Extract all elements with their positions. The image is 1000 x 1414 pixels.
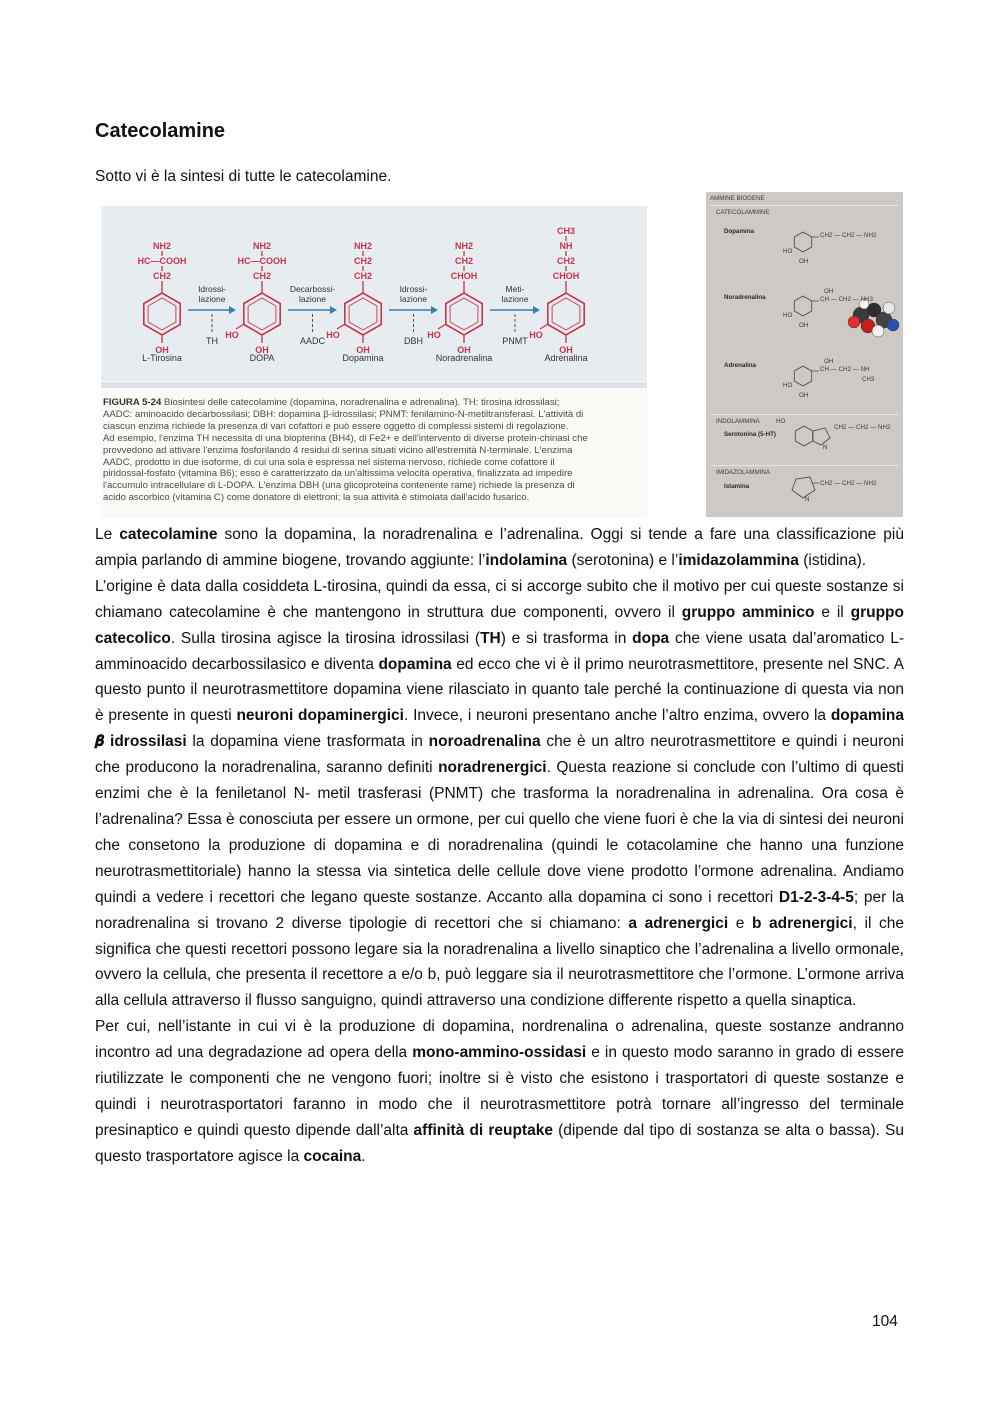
bold-term: noradrenergici <box>438 759 547 777</box>
amine-name: Istamina <box>724 483 750 490</box>
aromatic-ring <box>148 298 176 330</box>
body-paragraph: Per cui, nell’istante in cui vi è la produzione di dopamina, nordrenalina o adrenalina, queste sostanze andranno incontro ad una degradazione ad opera della mono-ammino-ossidasi e in questo modo saranno in grado di essere riutilizzate le componenti che ne vengono fuori; inoltre si è visto che esistono i trasportatori di queste sostanze e quindi i neurotrasportatori faranno in modo che il neurotrasmettitore potrà tornare all’ingresso del terminale presinaptico e quindi questo dipende dall’alta affinità di reuptake (dipende dal tipo di sostanza se alta o bassa). Su questo trasportatore agisce la cocaina. <box>95 1018 905 1165</box>
benzene-ring <box>794 296 811 316</box>
chemical-group: NH2 <box>152 241 172 251</box>
caption-line: l'accumulo intracellulare di L-DOPA. L'enzima DBH (una glicoproteina contenente rame) richiede la presenza di <box>103 480 575 492</box>
side-chain-label: CH2 — CH2 — NH2 <box>834 424 891 431</box>
molecule-adrenalina <box>529 226 587 363</box>
hydroxyl-label: HO <box>776 418 786 425</box>
section-label: CATECOLAMMINE <box>716 209 770 216</box>
chemical-group: CH2 <box>454 256 474 266</box>
enzyme-label: DBH <box>403 336 424 346</box>
caption-line: piridossal-fosfato (vitamina B6); esso è caratterizzato da un'altissima velocità operativa, finalizzata ad impedire <box>103 468 573 480</box>
section-divider <box>710 414 899 415</box>
chemical-group: CHOH <box>450 271 478 281</box>
bold-term: affinità di reuptake <box>413 1121 553 1139</box>
reaction-label: Idrossi- <box>198 284 226 294</box>
benzene-ring <box>548 293 584 335</box>
bold-term: catecolamine <box>119 526 218 543</box>
benzene-ring <box>794 366 811 386</box>
bond <box>540 324 548 329</box>
molecule-name: L-Tirosina <box>142 353 182 363</box>
chemical-group: NH2 <box>353 241 373 251</box>
bold-term: noroadrenalina <box>428 733 541 751</box>
arrow-head <box>431 306 438 314</box>
bold-term: indolamina <box>485 551 568 569</box>
hydroxyl-group: HO <box>225 330 239 340</box>
arrow-head <box>330 306 337 314</box>
methyl-label: CH3 <box>862 376 875 383</box>
bond <box>337 324 345 329</box>
body-paragraph: Le catecolamine sono la dopamina, la noradrenalina e l’adrenalina. Oggi si tende a fare una classificazione più ampia parlando di ammine biogene, trovando aggiunte: l’indolamina (serotonina) e l’imidazolammina (istidina). <box>95 526 904 569</box>
section-divider <box>710 205 899 206</box>
molecule-dopa <box>225 241 286 363</box>
chemical-group: CH2 <box>353 256 373 266</box>
benzene-ring <box>794 232 811 252</box>
hydroxyl-group: HO <box>529 330 543 340</box>
bold-term: gruppo amminico <box>681 603 815 621</box>
chemical-group: CHOH <box>552 271 580 281</box>
page-number: 104 <box>872 1313 898 1330</box>
caption-line: acido ascorbico (vitamina C) come donatore di elettroni; la sua attività è stimolata dall'acido fusarico. <box>103 492 530 504</box>
body-text <box>95 522 904 1170</box>
molecule-model-atom <box>883 302 895 314</box>
bold-term: neuroni dopaminergici <box>236 707 404 725</box>
aromatic-ring <box>248 298 276 330</box>
chemical-group: NH2 <box>252 241 272 251</box>
intro-text: Sotto vi è la sintesi di tutte le catecolamine. <box>95 168 392 185</box>
reaction-label: lazione <box>501 294 529 304</box>
enzyme-label: AADC <box>299 336 326 346</box>
hydroxyl-label: HO <box>783 382 793 389</box>
side-chain-label: CH — CH2 — NH3 <box>820 296 873 303</box>
reaction-label: Meti- <box>505 284 525 294</box>
enzyme-label: PNMT <box>502 336 528 346</box>
hydroxyl-group: OH <box>255 345 269 355</box>
molecule-model-atom <box>887 319 899 331</box>
chemical-group: NH2 <box>454 241 474 251</box>
molecule-dopamina <box>326 241 383 363</box>
pyrrole-ring <box>813 428 830 445</box>
amine-name: Serotonina (5-HT) <box>724 431 776 438</box>
hydroxyl-label: OH <box>824 288 834 295</box>
chemical-group: CH2 <box>152 271 172 281</box>
molecule-name: Adrenalina <box>544 353 588 363</box>
reaction-label: Decarbossi- <box>289 284 336 294</box>
bold-term: dopamina 𝜷 idrossilasi <box>95 707 905 751</box>
benzene-ring <box>244 293 280 335</box>
molecule-model-atom <box>872 325 884 337</box>
reaction-label: lazione <box>400 294 427 304</box>
hydroxyl-group: OH <box>155 345 169 355</box>
amine-name: Noradrenalina <box>724 294 766 301</box>
caption-line: FIGURA 5-24 Biosintesi delle catecolamine (dopamina, noradrenalina e adrenalina). TH: tirosina idrossilasi; <box>103 397 560 408</box>
bold-term: a adrenergici <box>628 914 729 932</box>
amine-name: Dopamina <box>724 228 754 235</box>
caption-label: FIGURA 5-24 <box>103 397 164 408</box>
catecholamine-synthesis-figure <box>101 206 647 518</box>
molecule-name: Noradrenalina <box>435 353 493 363</box>
amine-name: Adrenalina <box>724 362 756 369</box>
bold-term: dopa <box>632 629 670 647</box>
reaction-label: lazione <box>198 294 226 304</box>
hydroxyl-group: HO <box>427 330 441 340</box>
page-title: Catecolamine <box>95 120 226 142</box>
molecule-model-atom <box>848 316 860 328</box>
figure-divider <box>101 382 647 388</box>
hydroxyl-group: OH <box>457 345 471 355</box>
caption-line: AADC: aminoacido decarbossilasi; DBH: dopamina β-idrossilasi; PNMT: fenilamino-N-metiltransferasi. L'attività di <box>103 408 584 420</box>
aromatic-ring <box>349 298 377 330</box>
section-label: IMIDAZOLAMMINA <box>716 469 770 476</box>
hydroxyl-label: OH <box>799 392 809 399</box>
chemical-group: CH2 <box>556 256 576 266</box>
bold-term: imidazolammina <box>678 551 799 569</box>
molecule-l-tirosina <box>138 241 187 363</box>
biogenic-amines-figure <box>706 192 903 517</box>
arrow-head <box>229 306 236 314</box>
chemical-group: CH3 <box>556 226 576 236</box>
hydroxyl-group: OH <box>559 345 573 355</box>
hydroxyl-label: OH <box>824 358 834 365</box>
section-divider <box>710 465 899 466</box>
aromatic-ring <box>450 298 478 330</box>
chemical-group: CH2 <box>252 271 272 281</box>
chemical-group: HC—COOH <box>237 256 287 266</box>
nitrogen-label: N <box>805 496 810 503</box>
chemical-group: NH <box>559 241 573 251</box>
synthesis-pathway-diagram <box>101 206 647 381</box>
side-chain-label: CH2 — CH2 — NH2 <box>820 480 877 487</box>
aromatic-ring <box>552 298 580 330</box>
caption-line: ciascun enzima richiede la presenza di vari cofattori e può essere oggetto di complessi sistemi di regolazione. <box>103 420 569 432</box>
chemical-group: HC—COOH <box>137 256 187 266</box>
section-label: INDOLAMMINA <box>716 418 760 425</box>
bond <box>236 324 244 329</box>
benzene-ring <box>345 293 381 335</box>
enzyme-label: TH <box>206 336 218 346</box>
figure-caption <box>103 397 643 504</box>
hydroxyl-label: HO <box>783 312 793 319</box>
molecule-name: DOPA <box>249 353 275 363</box>
nitrogen-label: N <box>823 444 828 451</box>
bold-term: gruppo catecolico <box>95 603 904 647</box>
imidazole-ring <box>792 477 815 498</box>
reaction-label: lazione <box>299 294 326 304</box>
bold-term: mono-ammino-ossidasi <box>412 1044 587 1062</box>
bold-term: b adrenergici <box>751 914 853 932</box>
bold-term: D1-2-3-4-5 <box>778 888 854 906</box>
body-paragraph: L’origine è data dalla cosiddeta L-tirosina, quindi da essa, ci si accorge subito che il motivo per cui queste sostanze si chiamano catecolamine è che mantengono in struttura due componenti, ovvero il gruppo amminico e il gruppo catecolico. Sulla tirosina agisce la tirosina idrossilasi (TH) e si trasforma in dopa che viene usata dal’aromatico L- amminoacido decarbossilasico e diventa dopamina ed ecco che vi è il primo neurotrasmettitore, presente nel SNC. A questo punto il neurotrasmettitore dopamina viene rilasciato in quanto tale perché la continuazione di questa via non è presente in questi neuroni dopaminergici. Invece, i neuroni presentano anche l’altro enzima, ovvero la dopamina 𝜷 idrossilasi la dopamina viene trasformata in noroadrenalina che è un altro neurotrasmettitore e quindi i neuroni che producono la noradrenalina, saranno definiti noradrenergici. Questa reazione si conclude con l’ultimo di questi enzimi che è la feniletanol N- metil trasferasi (PNMT) che trasforma la noradrenalina in adrenalina. Ora cosa è l’adrenalina? Essa è conosciuta per essere un ormone, per cui quello che viene fuori è che la via di sintesi dei neuroni che consetono la produzione di dopamina e di noradrenalina (quindi le cotacolamine che hanno una funzione neurotrasmettitoriale) hanno la stessa via sintetica delle cellule dove viene prodotto l’ormone adrenalina. Andiamo quindi a vedere i recettori che legano queste sostanze. Accanto alla dopamina ci sono i recettori D1-2-3-4-5; per la noradrenalina si trovano 2 diverse tipologie di recettori che si chiamano: a adrenergici e b adrenergici, il che significa che questi recettori possono legare sia la noradrenalina a livello sinaptico che l’adrenalina a livello ormonale, ovvero la cellula, che presenta il recettore a e/o b, può leggare sia il neurotrasmettitore che l’ormone. L’ormone arriva alla cellula attraverso il flusso sanguigno, quindi attraverso una condizione differente rispetto a quella sinaptica. <box>95 577 905 1010</box>
chemical-group: CH2 <box>353 271 373 281</box>
caption-line: Ad esempio, l'enzima TH necessita di una biopterina (BH4), di Fe2+ e dell'intervento di diverse protein-chinasi che <box>103 432 588 444</box>
caption-line: AADC, prodotto in due isoforme, di cui una sola è espressa nel sistema nervoso, richiede come cofattore il <box>103 456 555 468</box>
bold-term: dopamina <box>378 655 452 673</box>
bold-term: cocaina <box>303 1147 362 1165</box>
bold-term: TH <box>480 629 501 647</box>
hydroxyl-group: OH <box>356 345 370 355</box>
caption-line: provvedono ad attivare l'enzima fosforilando 4 residui di serina situati vicino all'estremità N-terminale. L'enzima <box>103 444 573 456</box>
hydroxyl-label: OH <box>799 322 809 329</box>
arrow-head <box>533 306 540 314</box>
hydroxyl-label: OH <box>799 258 809 265</box>
side-figure-header: AMMINE BIOGENE <box>710 195 765 202</box>
reaction-label: Idrossi- <box>399 284 428 294</box>
bond <box>438 324 446 329</box>
hydroxyl-label: HO <box>783 248 793 255</box>
benzene-ring <box>144 293 180 335</box>
hydroxyl-group: HO <box>326 330 340 340</box>
benzene-ring <box>446 293 482 335</box>
molecule-noradrenalina <box>427 241 492 363</box>
benzene-ring <box>795 426 812 446</box>
side-chain-label: CH2 — CH2 — NH2 <box>820 232 877 239</box>
molecule-name: Dopamina <box>342 353 384 363</box>
side-chain-label: CH — CH2 — NH <box>820 366 870 373</box>
